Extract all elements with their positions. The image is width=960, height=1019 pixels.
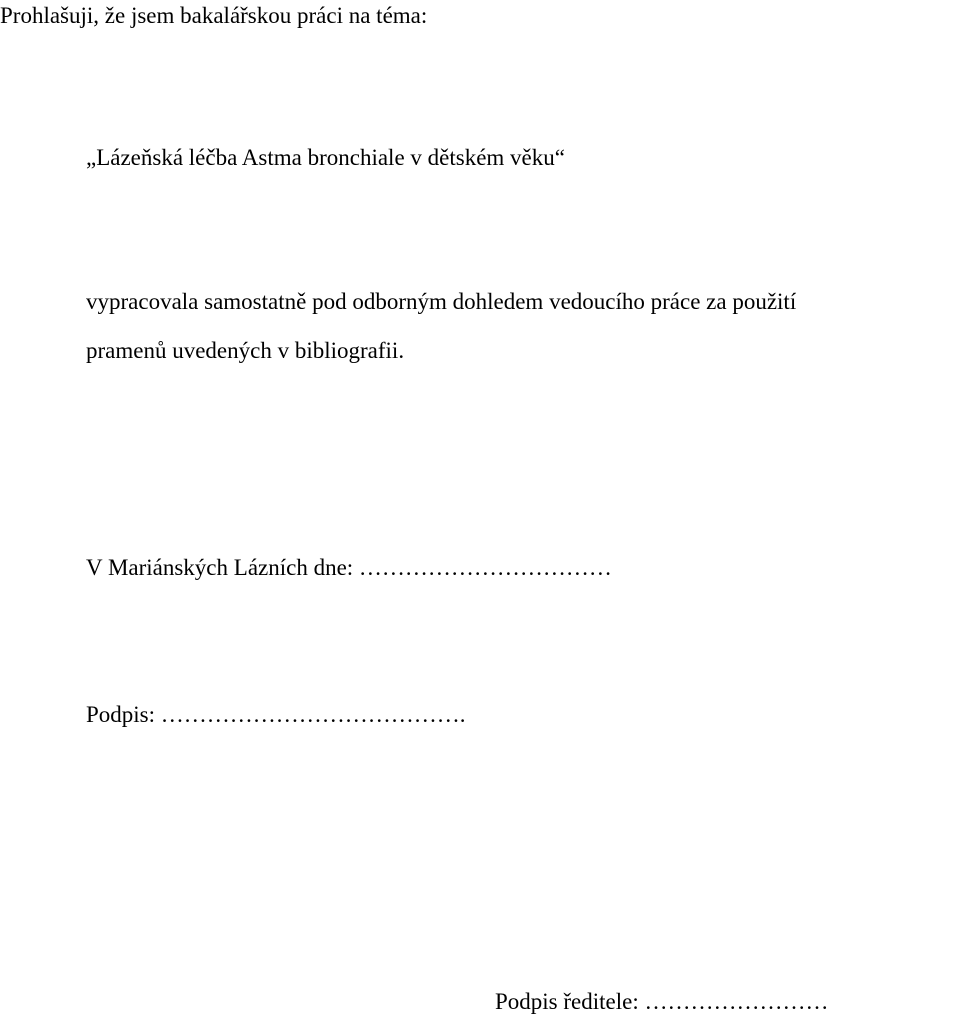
place-date-line: V Mariánských Lázních dne: …………………………… — [86, 555, 612, 580]
thesis-topic: „Lázeňská léčba Astma bronchiale v dětském věku“ — [86, 145, 565, 170]
declaration-body-line-1: vypracovala samostatně pod odborným dohledem vedoucího práce za použití — [86, 289, 797, 314]
declaration-body-line-2: pramenů uvedených v bibliografii. — [86, 338, 405, 363]
signature-line: Podpis: …………………………………. — [86, 702, 466, 727]
director-signature-line: Podpis ředitele: …………………… — [495, 989, 829, 1014]
declaration-intro: Prohlašuji, že jsem bakalářskou práci na téma: — [0, 3, 428, 28]
